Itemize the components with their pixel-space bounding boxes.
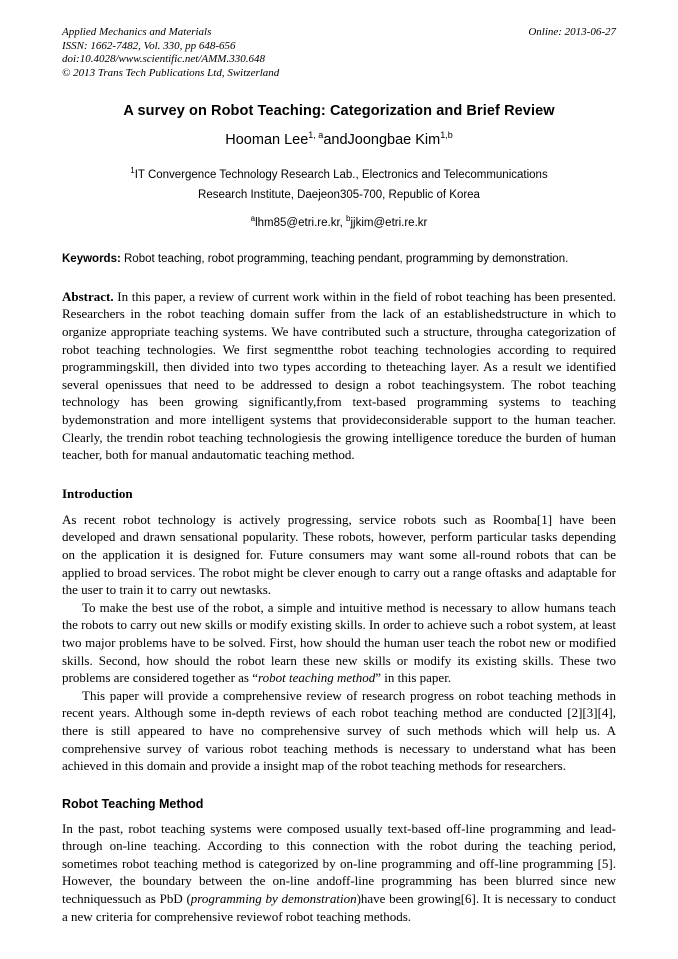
header-online-date: Online: 2013-06-27 <box>528 26 616 38</box>
author-name-1: Hooman Lee <box>225 132 309 149</box>
section-heading-robot-teaching-method: Robot Teaching Method <box>62 796 204 811</box>
header-copyright: © 2013 Trans Tech Publications Ltd, Switzerland <box>62 66 280 79</box>
email-2: jjkim@etri.re.kr <box>350 216 428 229</box>
affiliation <box>62 161 616 205</box>
page-header <box>62 26 616 80</box>
header-issn: ISSN: 1662-7482, Vol. 330, pp 648-656 <box>62 39 236 52</box>
keywords-text: Robot teaching, robot programming, teaching pendant, programming by demonstration. <box>124 252 569 265</box>
affiliation-line-2: Research Institute, Daejeon305-700, Republic of Korea <box>198 189 480 202</box>
abstract-block <box>62 288 616 464</box>
author-conjunction: and <box>323 132 348 149</box>
keywords-label: Keywords: <box>62 252 121 265</box>
abstract-label: Abstract. <box>62 288 114 304</box>
page-title: A survey on Robot Teaching: Categorization and Brief Review <box>123 103 555 120</box>
author-list <box>62 130 616 148</box>
email-sup-b: b <box>346 214 351 224</box>
author-name-2: Joongbae Kim <box>347 132 441 149</box>
keywords-block <box>62 251 616 267</box>
header-journal: Applied Mechanics and Materials <box>62 26 212 38</box>
email-sup-a: a <box>250 214 256 224</box>
author-emails <box>62 214 616 229</box>
section-heading-introduction: Introduction <box>62 485 133 501</box>
author-sup-2: 1,b <box>440 130 453 141</box>
introduction-paragraph-2: To make the best use of the robot, a simple and intuitive method is necessary to allow humans teach the robots to carry out new skills or modify existing skills. In order to achieve such a robot system, at least two major problems have to be solved. First, how should the human user teach the robot new or modified skills. Second, how should the robot learn these new skills or modify its existing skills. These two problems are considered together as “robot teaching method” in this paper. <box>62 599 616 686</box>
term-programming-by-demonstration: programming by demonstration <box>190 891 357 907</box>
header-doi: doi:10.4028/www.scientific.net/AMM.330.648 <box>62 53 265 66</box>
abstract-text: In this paper, a review of current work within in the field of robot teaching has been presented. Researchers in the robot teaching domain suffer from the lack of an establishedstructure in which to organize appropriate teaching systems. We have contributed such a structure, througha categorization of robot teaching technologies. We first segmentthe robot teaching technologies according to required programmingskill, then divided into two types according to theteaching layer. As a result we identified several openissues that need to be addressed to design a robot teachingsystem. The robot teaching technology has been growing significantly,from text-based programming systems to teaching bydemonstration and more intelligent systems that provideconsiderable support to the human teacher. Clearly, the trendin robot teaching technologiesis the growing intelligence toreduce the burden of human teacher, both for manual andautomatic teaching method. <box>62 288 617 463</box>
affiliation-sup: 1 <box>130 166 135 176</box>
term-robot-teaching-method: robot teaching method <box>258 670 376 686</box>
introduction-paragraph-3: This paper will provide a comprehensive review of research progress on robot teaching methods in recent years. Although some in-depth reviews of each robot teaching method are conducted [2][3][4], there is still appeared to have no comprehensive survey of such methods which will help us. A comprehensive survey of various robot teaching methods is necessary to understand what has been achieved in this domain and provide a insight map of the robot teaching methods for researchers. <box>62 687 616 774</box>
email-1: lhm85@etri.re.kr, <box>255 216 343 229</box>
author-sup-1: 1, a <box>308 130 324 141</box>
affiliation-line-1: IT Convergence Technology Research Lab., Electronics and Telecommunications <box>134 169 548 182</box>
robot-teaching-method-paragraph-1: In the past, robot teaching systems were composed usually text-based off-line programming and lead-through on-line teaching. According to this connection with the robot during the teaching period, sometimes robot teaching method is categorized by on-line programming and off-line programming [5]. However, the boundary between the on-line andoff-line programming has been blurred since new techniquessuch as PbD (programming by demonstration)have been growing[6]. It is necessary to conduct a new criteria for comprehensive reviewof robot teaching methods. <box>62 820 616 924</box>
introduction-paragraph-1: As recent robot technology is actively progressing, service robots such as Roomba[1] have been developed and drawn sensational popularity. These robots, however, perform particular tasks depending on the application it is designed for. Future consumers may want some all-round robots that can be applied to broad services. The robot might be clever enough to carry out a range oftasks and adaptable for the user to train it to carry out newtasks. <box>62 511 616 598</box>
